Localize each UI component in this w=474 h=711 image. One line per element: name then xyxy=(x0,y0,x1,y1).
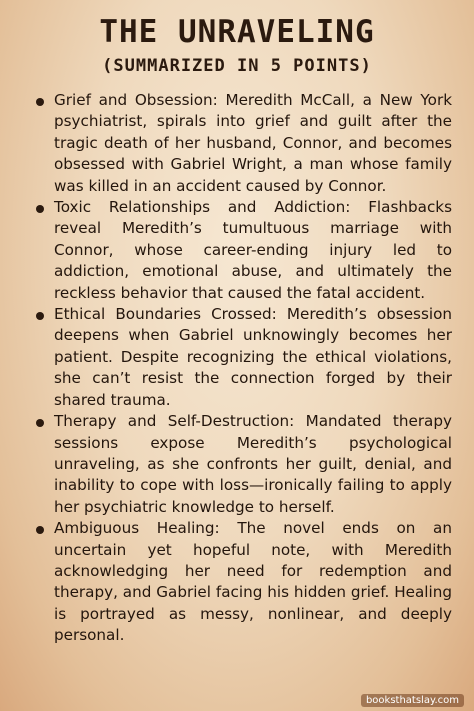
summary-point-text: Toxic Relationships and Addiction: Flashbacks reveal Meredith’s tumultuous marriage with Connor, whose career-ending injury led to addiction, emotional abuse, and ultimately the reckless behavior that caused the fatal accident. xyxy=(54,198,452,302)
page-title: THE UNRAVELING xyxy=(99,14,375,50)
bullet-icon xyxy=(36,205,44,213)
summary-point-text: Therapy and Self-Destruction: Mandated therapy sessions expose Meredith’s psychological unraveling, as she confronts her guilt, denial, and inability to cope with loss—ironically failing to apply her psychiatric knowledge to herself. xyxy=(54,412,452,516)
summary-point-text: Ethical Boundaries Crossed: Meredith’s obsession deepens when Gabriel unknowingly becomes her patient. Despite recognizing the ethical violations, she can’t resist the connection forged by their shared trauma. xyxy=(54,305,452,409)
bullet-icon xyxy=(36,98,44,106)
bullet-icon xyxy=(36,526,44,534)
summary-points-list xyxy=(34,90,452,647)
summary-point xyxy=(34,304,452,411)
summary-point xyxy=(34,411,452,518)
page-subtitle: (SUMMARIZED IN 5 POINTS) xyxy=(102,56,372,76)
bullet-icon xyxy=(36,419,44,427)
summary-point xyxy=(34,90,452,197)
summary-point-text: Ambiguous Healing: The novel ends on an uncertain yet hopeful note, with Meredith acknowledging her need for redemption and therapy, and Gabriel facing his hidden grief. Healing is portrayed as messy, nonlinear, and deeply personal. xyxy=(54,519,452,645)
summary-point xyxy=(34,197,452,304)
bullet-icon xyxy=(36,312,44,320)
summary-point xyxy=(34,518,452,646)
site-watermark: booksthatslay.com xyxy=(361,694,464,707)
summary-point-text: Grief and Obsession: Meredith McCall, a New York psychiatrist, spirals into grief and guilt after the tragic death of her husband, Connor, and becomes obsessed with Gabriel Wright, a man whose family was killed in an accident caused by Connor. xyxy=(54,91,452,195)
